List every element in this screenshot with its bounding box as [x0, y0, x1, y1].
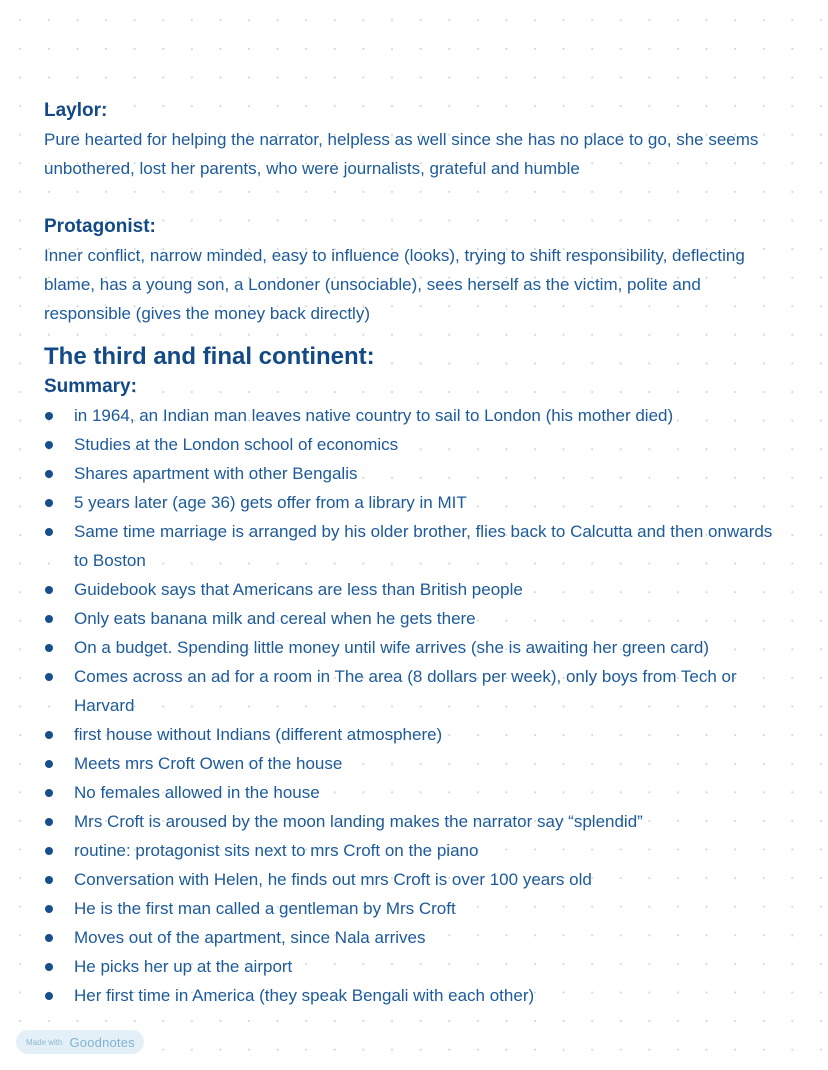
summary-item-text: 5 years later (age 36) gets offer from a library in MIT [74, 493, 467, 512]
summary-item-text: He picks her up at the airport [74, 957, 293, 976]
summary-item [44, 923, 789, 952]
laylor-heading: Laylor: [44, 100, 108, 121]
summary-item-text: Comes across an ad for a room in The area (8 dollars per week), only boys from Tech or Harvard [74, 667, 737, 715]
summary-item [44, 865, 789, 894]
laylor-description: Pure hearted for helping the narrator, helpless as well since she has no place to go, she seems unbothered, lost her parents, who were journalists, grateful and humble [44, 130, 759, 178]
bullet-icon [45, 992, 53, 1000]
summary-item [44, 488, 789, 517]
summary-item [44, 459, 789, 488]
bullet-icon [45, 760, 53, 768]
summary-item-text: Moves out of the apartment, since Nala arrives [74, 928, 426, 947]
continent-title: The third and final continent: [44, 343, 375, 370]
bullet-icon [45, 441, 53, 449]
summary-item-text: Guidebook says that Americans are less than British people [74, 580, 523, 599]
summary-item-text: Only eats banana milk and cereal when he gets there [74, 609, 476, 628]
note-page [44, 96, 789, 1010]
bullet-icon [45, 876, 53, 884]
summary-item-text: Conversation with Helen, he finds out mrs Croft is over 100 years old [74, 870, 592, 889]
bullet-icon [45, 847, 53, 855]
bullet-icon [45, 905, 53, 913]
summary-item-text: Her first time in America (they speak Bengali with each other) [74, 986, 535, 1005]
bullet-icon [45, 644, 53, 652]
summary-item [44, 836, 789, 865]
bullet-icon [45, 731, 53, 739]
summary-heading: Summary: [44, 376, 137, 397]
summary-item [44, 778, 789, 807]
summary-item-text: He is the first man called a gentleman by Mrs Croft [74, 899, 456, 918]
bullet-icon [45, 528, 53, 536]
summary-item [44, 401, 789, 430]
summary-item [44, 604, 789, 633]
protagonist-description: Inner conflict, narrow minded, easy to influence (looks), trying to shift responsibility, deflecting blame, has a young son, a Londoner (unsociable), sees herself as the victim, polite and responsible (gives the money back directly) [44, 246, 745, 323]
bullet-icon [45, 963, 53, 971]
summary-item-text: routine: protagonist sits next to mrs Croft on the piano [74, 841, 479, 860]
goodnotes-badge[interactable] [16, 1030, 144, 1054]
goodnotes-logo-text: Goodnotes [69, 1034, 135, 1050]
summary-item-text: Same time marriage is arranged by his older brother, flies back to Calcutta and then onwards to Boston [74, 522, 773, 570]
summary-item [44, 575, 789, 604]
bullet-icon [45, 934, 53, 942]
summary-item-text: On a budget. Spending little money until wife arrives (she is awaiting her green card) [74, 638, 710, 657]
bullet-icon [45, 673, 53, 681]
summary-item-text: in 1964, an Indian man leaves native country to sail to London (his mother died) [74, 406, 674, 425]
summary-item [44, 894, 789, 923]
summary-item-text: Shares apartment with other Bengalis [74, 464, 358, 483]
bullet-icon [45, 818, 53, 826]
bullet-icon [45, 586, 53, 594]
bullet-icon [45, 499, 53, 507]
spacer [44, 183, 789, 212]
summary-item-text: first house without Indians (different atmosphere) [74, 725, 443, 744]
summary-list [44, 401, 789, 1010]
bullet-icon [45, 615, 53, 623]
bullet-icon [45, 789, 53, 797]
protagonist-heading: Protagonist: [44, 216, 156, 237]
summary-item-text: No females allowed in the house [74, 783, 320, 802]
summary-item-text: Meets mrs Croft Owen of the house [74, 754, 343, 773]
bullet-icon [45, 470, 53, 478]
summary-item [44, 749, 789, 778]
summary-item [44, 981, 789, 1010]
made-with-label: Made with [26, 1037, 63, 1047]
summary-item [44, 952, 789, 981]
bullet-icon [45, 412, 53, 420]
summary-item [44, 633, 789, 662]
summary-item [44, 662, 789, 720]
summary-item-text: Studies at the London school of economics [74, 435, 399, 454]
summary-item [44, 517, 789, 575]
summary-item [44, 807, 789, 836]
summary-item [44, 430, 789, 459]
summary-item [44, 720, 789, 749]
summary-item-text: Mrs Croft is aroused by the moon landing makes the narrator say “splendid” [74, 812, 643, 831]
